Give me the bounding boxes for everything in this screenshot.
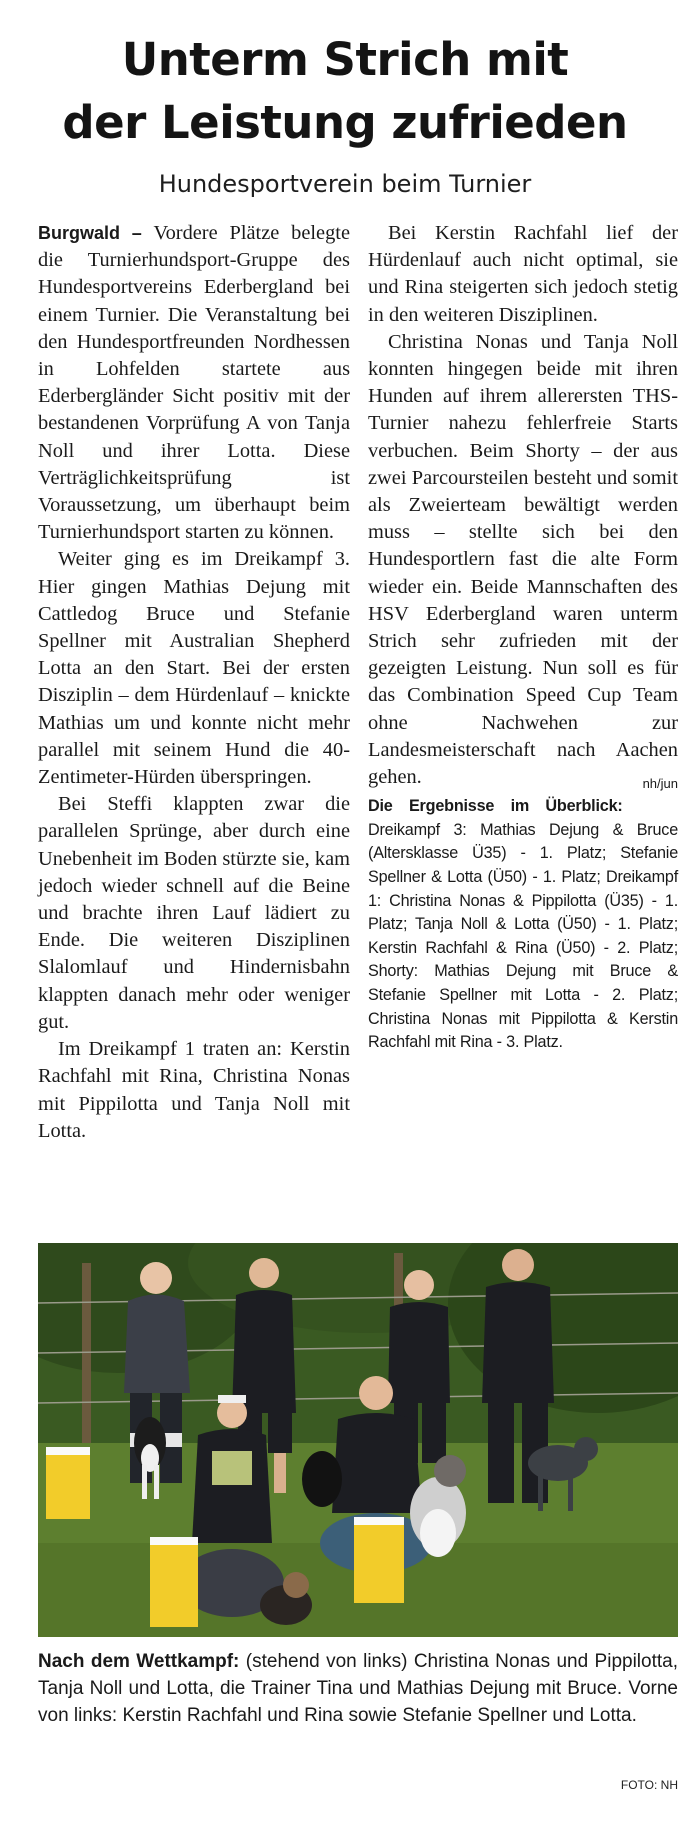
results-text: Dreikampf 3: Mathias Dejung & Bruce (Altersklasse Ü35) - 1. Platz; Stefanie Spellner & Lotta (Ü50) - 1. Platz; Dreikampf 1: Christina Nonas & Pippilotta (Ü35) - 1. Platz; Tanja Noll & Lotta (Ü50) - 1. Platz; Kerstin Rachfahl & Rina (Ü50) - 2. Platz; Shorty: Mathias Dejung mit Bruce & Stefanie Spellner mit Lotta - 2. Platz; Christina Nonas mit Pippilotta & Kerstin Rachfahl mit Rina - 3. Platz. — [368, 820, 678, 1052]
author-credit: nh/jun — [642, 776, 678, 792]
results-box — [368, 795, 678, 1055]
group-photo — [38, 1243, 678, 1637]
caption-label: Nach dem Wettkampf: — [38, 1651, 240, 1672]
dateline: Burgwald – — [38, 223, 154, 243]
photo-caption — [38, 1648, 678, 1729]
article-column-left — [38, 220, 350, 1145]
paragraph-1 — [38, 220, 350, 546]
prize-bag-3 — [354, 1517, 404, 1603]
prize-bag-1 — [46, 1447, 90, 1519]
article-headline — [0, 28, 690, 154]
photo-credit: FOTO: NH — [620, 1778, 678, 1792]
paragraph-4: Im Dreikampf 1 traten an: Kerstin Rachfahl mit Rina, Christina Nonas mit Pippilotta und Tanja Noll mit Lotta. — [38, 1038, 350, 1142]
paragraph-3: Bei Steffi klappten zwar die parallelen Sprünge, aber durch eine Unebenheit im Boden stürzte sie, kam jedoch wieder schnell auf die Beine und brachte ihren Lauf lädiert zu Ende. Die weiteren Disziplinen Slalomlauf und Hindernisbahn klappten danach mehr oder weniger gut. — [38, 793, 350, 1033]
fence-post — [82, 1263, 91, 1463]
paragraph-1-text: Vordere Plätze belegte die Turnierhundsport-Gruppe des Hundesportvereins Ederbergland bei einem Turnier. Die Veranstaltung bei den Hundesportfreunden Nordhessen in Lohfelden startete aus Ederbergländer Sicht positiv mit der bestandenen Vorprüfung A von Tanja Noll und ihrer Lotta. Diese Verträglichkeitsprüfung ist Voraussetzung, um überhaupt beim Turnierhundsport starten zu können. — [38, 222, 351, 544]
group-photo-illustration — [38, 1243, 678, 1637]
paragraph-6-text: Christina Nonas und Tanja Noll konnten hingegen beide mit ihren Hunden auf ihrem allerersten THS-Turnier nahezu fehlerfreie Starts verbuchen. Beim Shorty – der aus zwei Parcoursteilen besteht und somit als Zweierteam bewältigt werden muss – stellte sich bei den Hundesportlern fast die alte Form wieder ein. Beide Mannschaften des HSV Ederbergland waren unterm Strich sehr zufrieden mit der gezeigten Leistung. Nun soll es für das Combination Speed Cup Team ohne Nachwehen zur Landesmeisterschaft nach Aachen gehen. — [368, 330, 678, 789]
paragraph-6 — [368, 329, 678, 791]
prize-bag-2 — [150, 1537, 198, 1627]
results-label: Die Ergebnisse im Überblick: — [368, 797, 623, 816]
article-column-right — [368, 220, 678, 1055]
article-subheadline: Hundesportverein beim Turnier — [158, 170, 532, 198]
dog-black — [302, 1451, 342, 1507]
headline-line-2: der Leistung zufrieden — [62, 96, 628, 149]
caption-text: (stehend von links) Christina Nonas und Pippilotta, Tanja Noll und Lotta, die Trainer Tina und Mathias Dejung mit Bruce. Vorne von links: Kerstin Rachfahl und Rina sowie Stefanie Spellner und Lotta. — [38, 1651, 678, 1726]
paragraph-2: Weiter ging es im Dreikampf 3. Hier gingen Mathias Dejung mit Cattledog Bruce und Stefanie Spellner mit Australian Shepherd Lotta an den Start. Bei der ersten Disziplin – dem Hürdenlauf – knickte Mathias um und konnte nicht mehr parallel mit seinem Hund die 40-Zentimeter-Hürden überspringen. — [38, 548, 350, 789]
headline-line-1: Unterm Strich mit — [121, 33, 569, 86]
paragraph-5: Bei Kerstin Rachfahl lief der Hürdenlauf auch nicht optimal, sie und Rina steigerten sich jedoch stetig in den weiteren Disziplinen. — [368, 222, 678, 326]
